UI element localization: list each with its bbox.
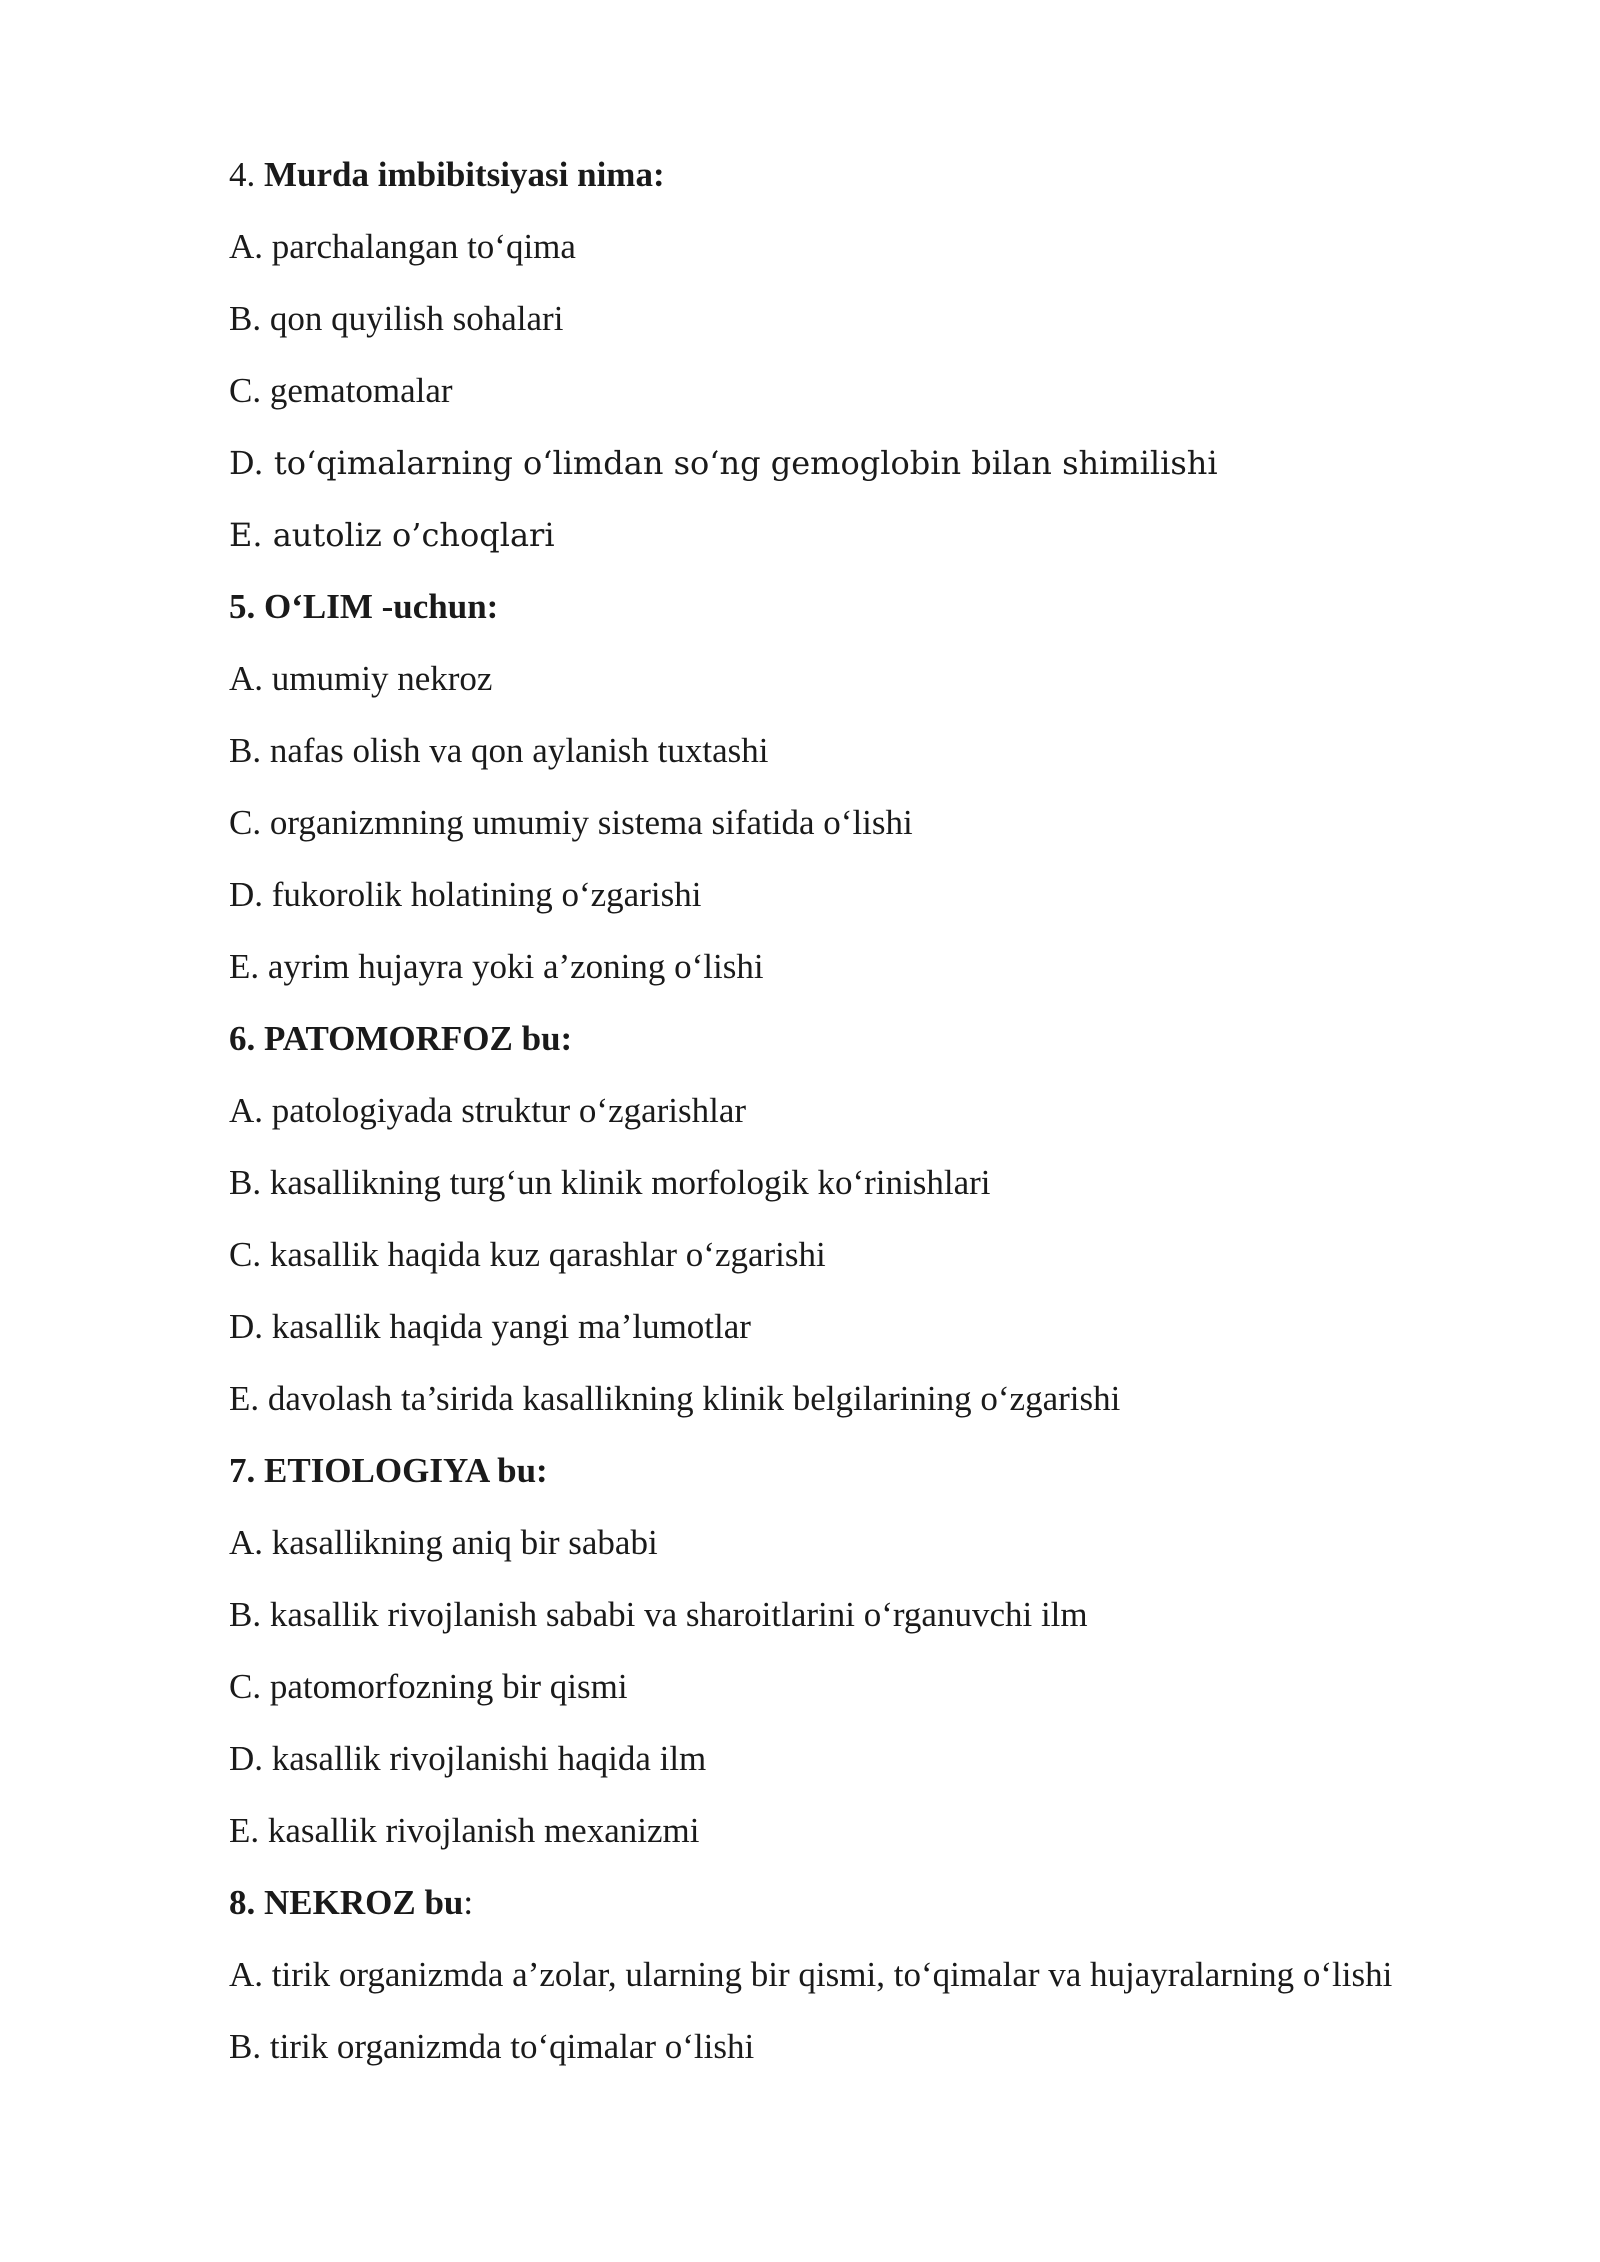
question-text: ETIOLOGIYA bu: — [264, 1451, 548, 1490]
question-text: NEKROZ bu — [264, 1883, 464, 1922]
option-b: B. qon quyilish sohalari — [229, 299, 564, 338]
option-d: D. to‘qimalarning o‘limdan so‘ng gemoglobin bilan shimilishi — [229, 444, 1218, 482]
option-c: C. patomorfozning bir qismi — [229, 1667, 628, 1706]
option-a: A. kasallikning aniq bir sababi — [229, 1523, 658, 1562]
question-number: 5. — [229, 587, 256, 626]
option-c: C. organizmning umumiy sistema sifatida o‘lishi — [229, 803, 913, 842]
question-text: PATOMORFOZ bu: — [264, 1019, 573, 1058]
question-text-suffix: : — [463, 1883, 474, 1922]
option-b: B. kasallik rivojlanish sababi va sharoitlarini o‘rganuvchi ilm — [229, 1595, 1088, 1634]
question-text: Murda imbibitsiyasi nima: — [264, 155, 665, 194]
question-5-title — [229, 580, 1569, 652]
option-b: B. kasallikning turg‘un klinik morfologik ko‘rinishlari — [229, 1163, 991, 1202]
question-6-title — [229, 1012, 1569, 1084]
option-c: C. gematomalar — [229, 371, 453, 410]
option-a: A. umumiy nekroz — [229, 659, 493, 698]
option-e: E. ayrim hujayra yoki a’zoning o‘lishi — [229, 947, 764, 986]
option-d: D. fukorolik holatining o‘zgarishi — [229, 875, 702, 914]
question-number: 6. — [229, 1019, 256, 1058]
option-c: C. kasallik haqida kuz qarashlar o‘zgarishi — [229, 1235, 826, 1274]
option-a: A. parchalangan to‘qima — [229, 227, 576, 266]
question-4-title — [229, 148, 1569, 220]
question-number: 4. — [229, 155, 256, 194]
question-number: 8. — [229, 1883, 256, 1922]
question-list — [229, 148, 1569, 2092]
option-b: B. tirik organizmda to‘qimalar o‘lishi — [229, 2027, 755, 2066]
option-a: A. tirik organizmda a’zolar, ularning bir qismi, to‘qimalar va hujayralarning o‘lishi — [229, 1955, 1393, 1994]
option-b: B. nafas olish va qon aylanish tuxtashi — [229, 731, 769, 770]
question-7-title — [229, 1444, 1569, 1516]
option-e: E. autoliz o’choqlari — [229, 516, 555, 554]
option-d: D. kasallik rivojlanishi haqida ilm — [229, 1739, 707, 1778]
question-8-title — [229, 1876, 1569, 1948]
option-e: E. davolash ta’sirida kasallikning klinik belgilarining o‘zgarishi — [229, 1379, 1121, 1418]
question-text: O‘LIM -uchun: — [264, 587, 499, 626]
option-a: A. patologiyada struktur o‘zgarishlar — [229, 1091, 747, 1130]
option-e: E. kasallik rivojlanish mexanizmi — [229, 1811, 700, 1850]
question-number: 7. — [229, 1451, 256, 1490]
option-d: D. kasallik haqida yangi ma’lumotlar — [229, 1307, 751, 1346]
